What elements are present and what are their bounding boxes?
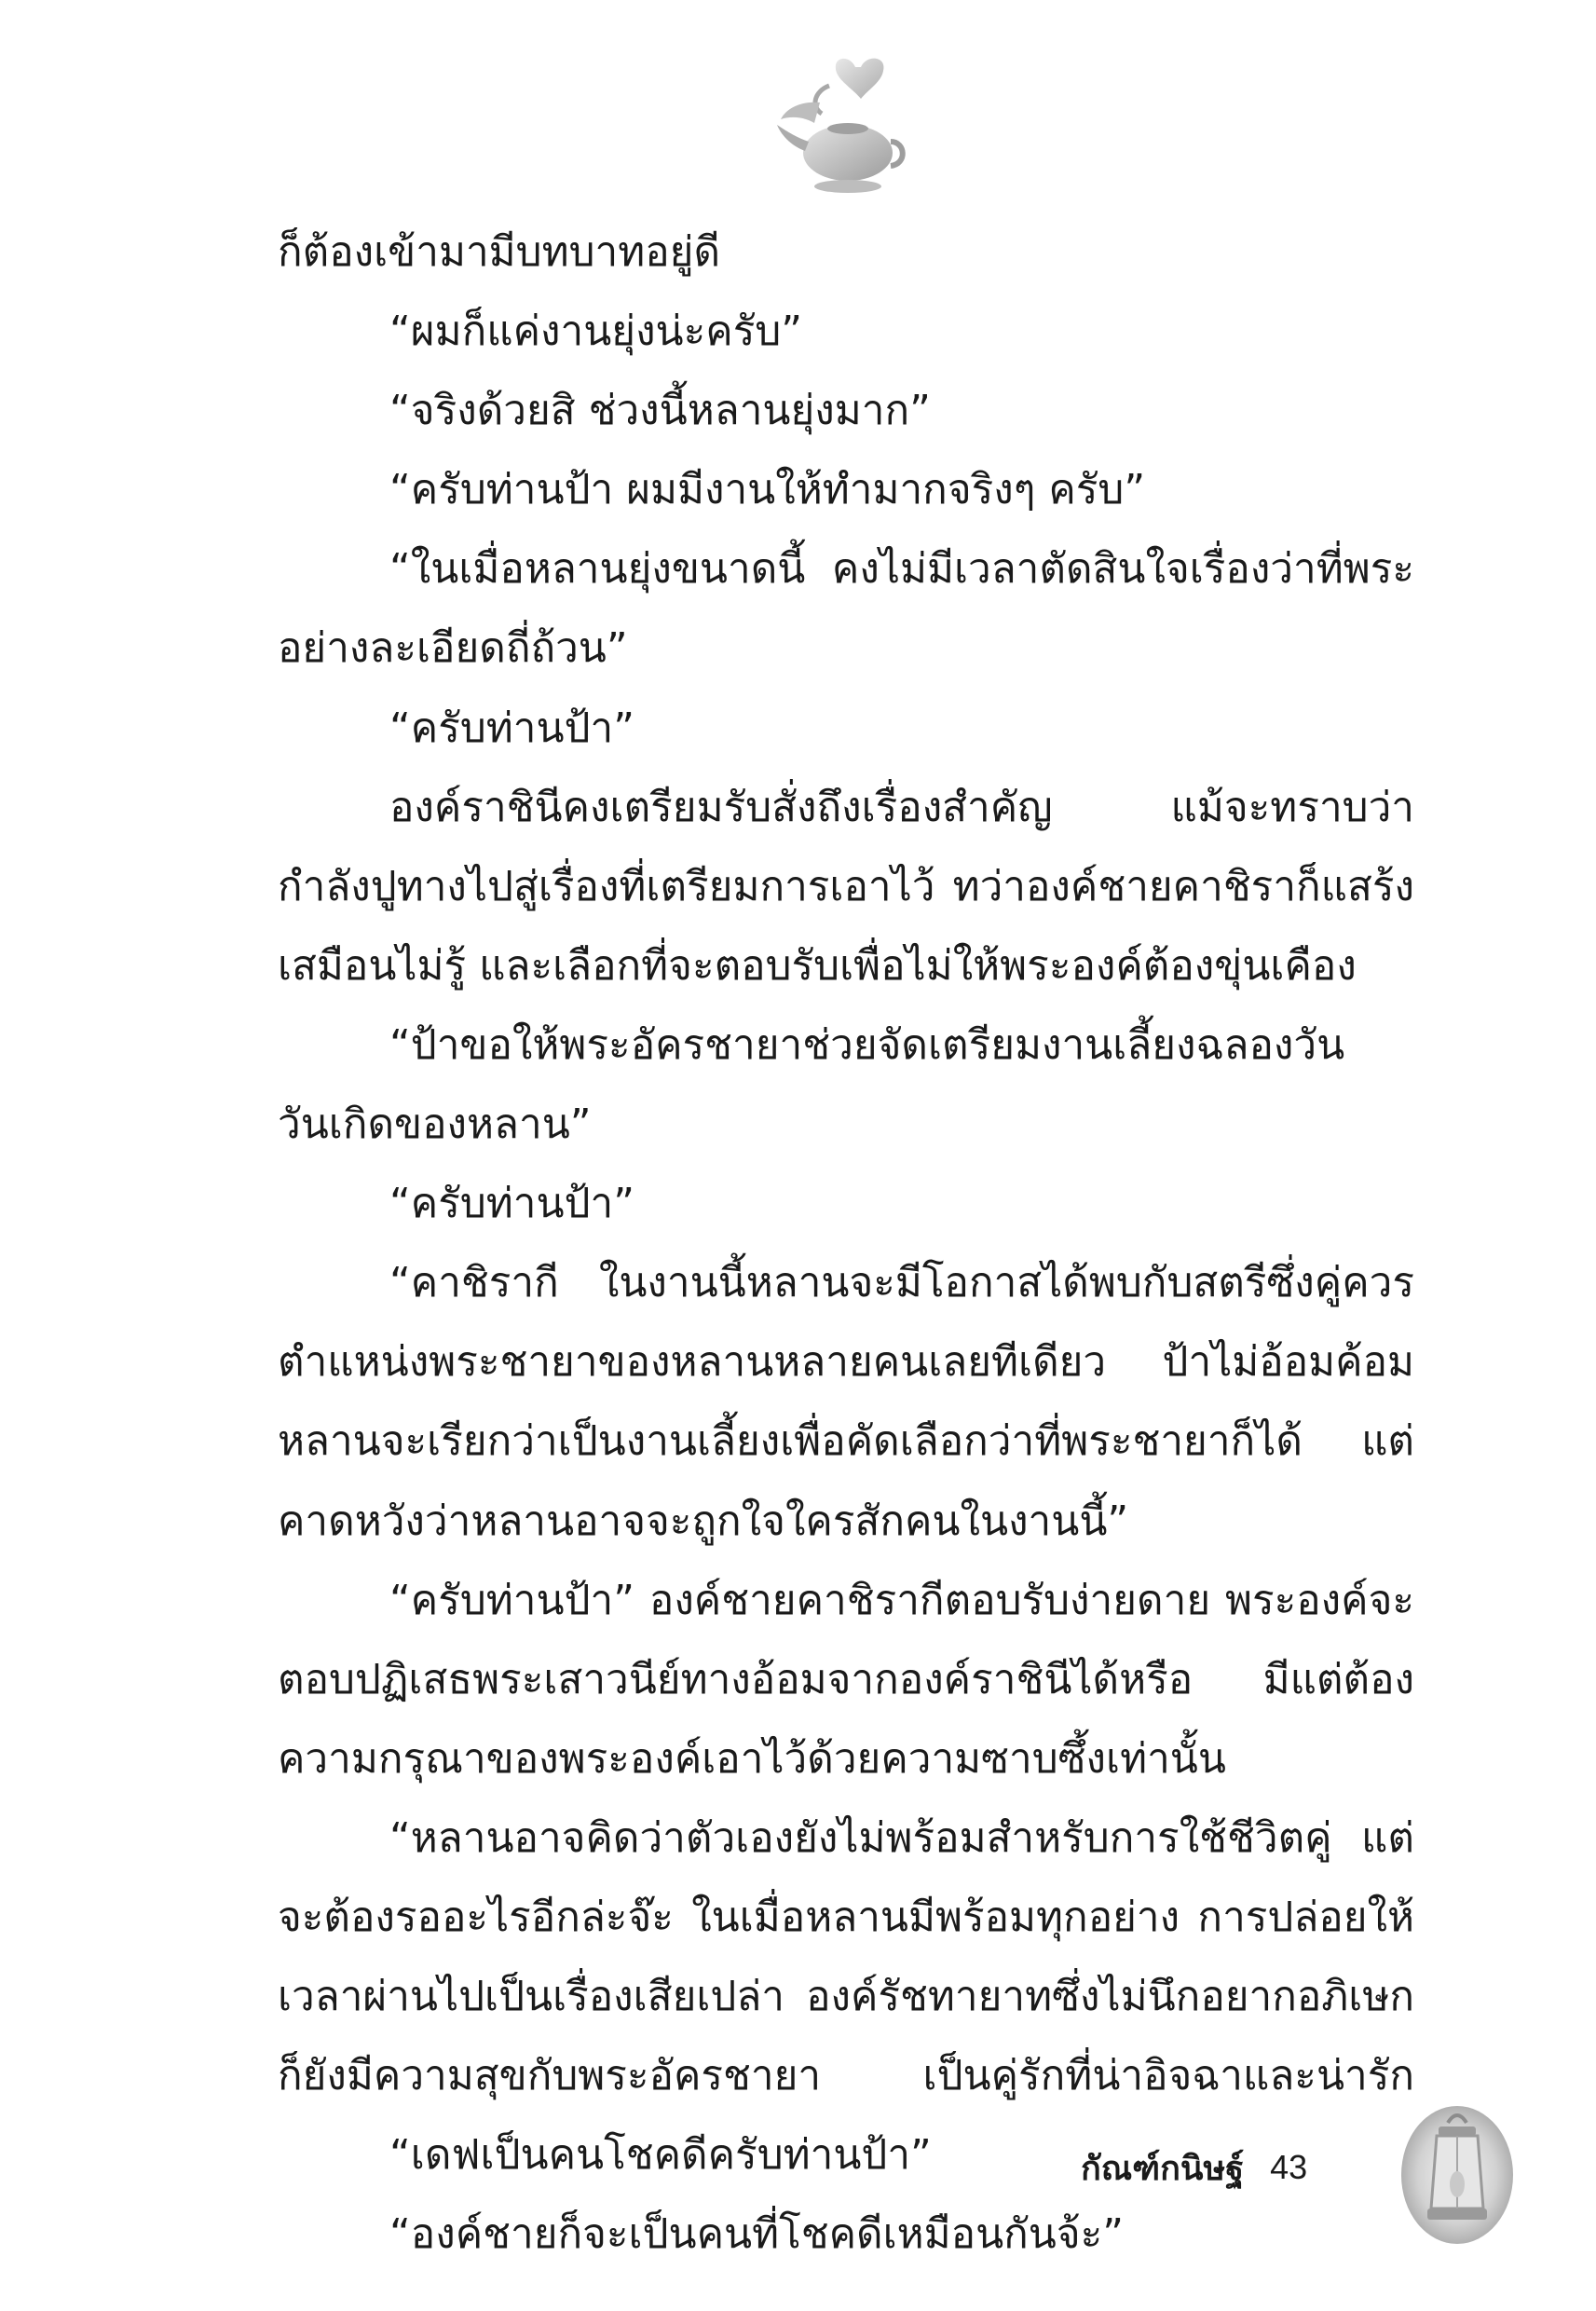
text-line: ก็ยังมีความสุขกับพระอัครชายา เป็นคู่รักที่น่าอิจฉาและน่ารัก — [278, 2052, 1414, 2100]
text-line: อย่างละเอียดถี่ถ้วน” — [278, 624, 628, 673]
text-line: ความกรุณาของพระองค์เอาไว้ด้วยความซาบซึ้งเท่านั้น — [278, 1734, 1226, 1783]
text-line: หลานจะเรียกว่าเป็นงานเลี้ยงเพื่อคัดเลือกว่าที่พระชายาก็ได้ แต่ — [278, 1417, 1414, 1466]
text-line: “ผมก็แค่งานยุ่งน่ะครับ” — [389, 308, 803, 356]
text-line: “ในเมื่อหลานยุ่งขนาดนี้ คงไม่มีเวลาตัดสินใจเรื่องว่าที่พระ — [389, 545, 1414, 594]
text-line: “หลานอาจคิดว่าตัวเองยังไม่พร้อมสำหรับการใช้ชีวิตคู่ แต่ — [389, 1813, 1414, 1862]
text-line: ก็ต้องเข้ามามีบทบาทอยู่ดี — [278, 228, 721, 276]
lantern-icon — [1396, 2099, 1519, 2248]
text-line: องค์ราชินีคงเตรียมรับสั่งถึงเรื่องสำคัญ แม้จะทราบว่า — [389, 783, 1414, 831]
text-line: “จริงด้วยสิ ช่วงนี้หลานยุ่งมาก” — [389, 387, 931, 435]
text-line: ตอบปฏิเสธพระเสาวนีย์ทางอ้อมจากองค์ราชินีได้หรือ มีแต่ต้อง — [278, 1655, 1414, 1703]
teapot-with-heart-icon — [764, 48, 913, 207]
text-line: “ครับท่านป้า ผมมีงานให้ทำมากจริงๆ ครับ” — [389, 466, 1146, 514]
text-line: “ครับท่านป้า” — [389, 1180, 635, 1228]
text-line: “เดฟเป็นคนโชคดีครับท่านป้า” — [389, 2131, 932, 2180]
text-line: “คาชิรากี ในงานนี้หลานจะมีโอกาสได้พบกับสตรีซึ่งคู่ควร — [389, 1259, 1414, 1307]
text-line: “ป้าขอให้พระอัครชายาช่วยจัดเตรียมงานเลี้ยงฉลองวัน — [389, 1020, 1345, 1069]
page-footer — [1081, 2140, 1307, 2195]
body-text — [278, 212, 1414, 2274]
text-line: “องค์ชายก็จะเป็นคนที่โชคดีเหมือนกันจ้ะ” — [389, 2210, 1125, 2259]
text-line: เวลาผ่านไปเป็นเรื่องเสียเปล่า องค์รัชทายาทซึ่งไม่นึกอยากอภิเษก — [278, 1973, 1414, 2021]
text-line: ตำแหน่งพระชายาของหลานหลายคนเลยทีเดียว ป้าไม่อ้อมค้อม — [278, 1338, 1414, 1387]
text-line: “ครับท่านป้า” — [389, 704, 635, 752]
text-line: คาดหวังว่าหลานอาจจะถูกใจใครสักคนในงานนี้” — [278, 1497, 1129, 1545]
text-line: กำลังปูทางไปสู่เรื่องที่เตรียมการเอาไว้ ทว่าองค์ชายคาชิราก็แสร้ง — [278, 862, 1414, 910]
text-line: จะต้องรออะไรอีกล่ะจ๊ะ ในเมื่อหลานมีพร้อมทุกอย่าง การปล่อยให้ — [278, 1893, 1414, 1941]
text-line: “ครับท่านป้า” องค์ชายคาชิรากีตอบรับง่ายดาย พระองค์จะ — [389, 1576, 1414, 1624]
text-line: เสมือนไม่รู้ และเลือกที่จะตอบรับเพื่อไม่ให้พระองค์ต้องขุ่นเคือง — [278, 941, 1357, 990]
page-number: 43 — [1270, 2148, 1308, 2186]
book-title: กัณฑ์กนิษฐ์ — [1081, 2149, 1245, 2188]
text-line: วันเกิดของหลาน” — [278, 1101, 592, 1149]
